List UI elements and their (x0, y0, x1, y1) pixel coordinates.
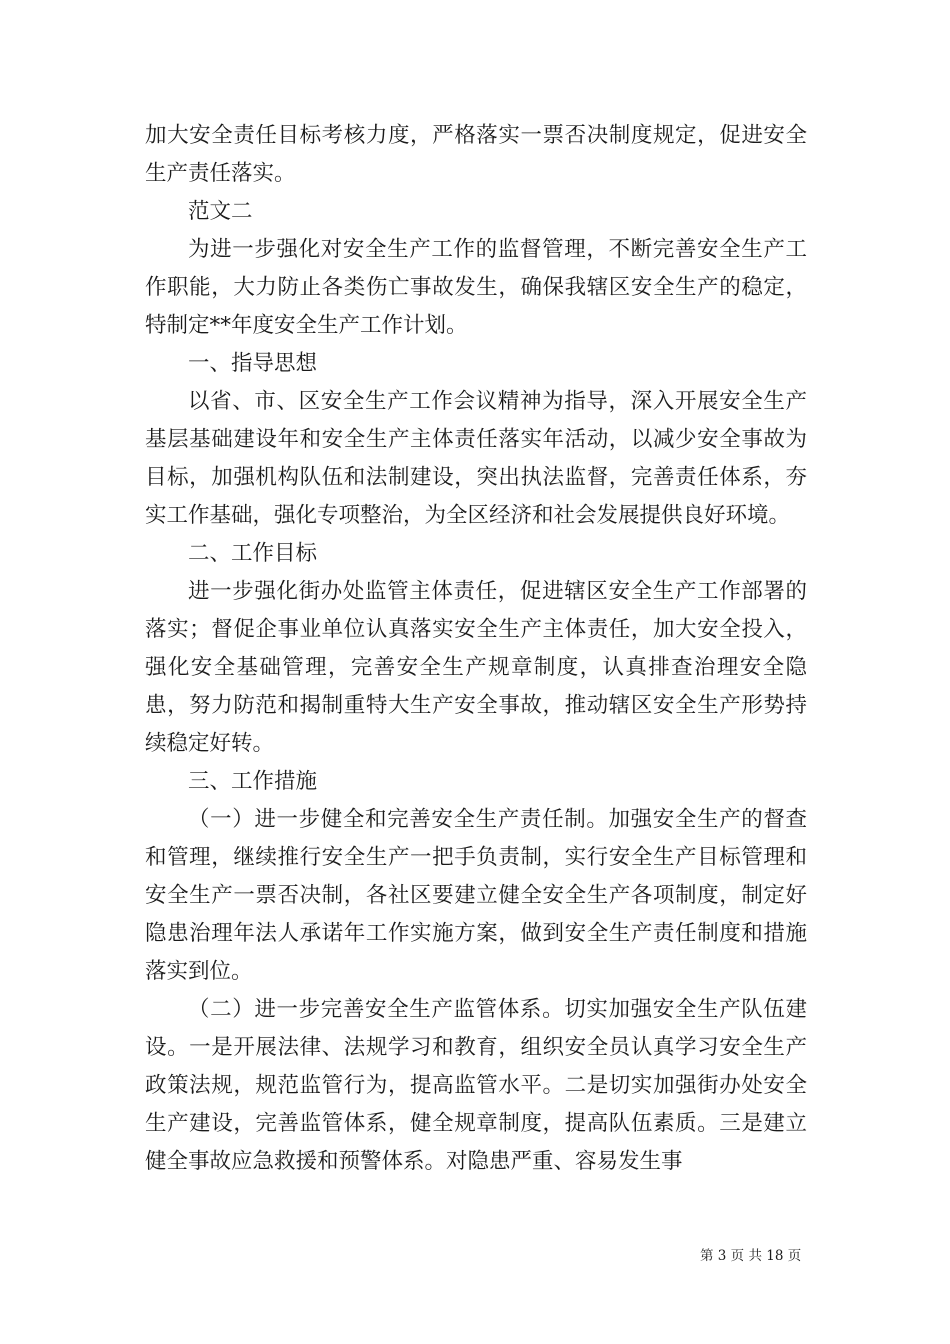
document-body (145, 117, 807, 1181)
paragraph-measure-two: （二）进一步完善安全生产监管体系。切实加强安全生产队伍建设。一是开展法律、法规学习和教育，组织安全员认真学习安全生产政策法规，规范监管行为，提高监管水平。二是切实加强街办处安全生产建设，完善监管体系，健全规章制度，提高队伍素质。三是建立健全事故应急救援和预警体系。对隐患严重、容易发生事 (145, 997, 807, 1174)
paragraph-work-goals: 进一步强化街办处监管主体责任，促进辖区安全生产工作部署的落实；督促企事业单位认真落实安全生产主体责任，加大安全投入，强化安全基础管理，完善安全生产规章制度，认真排查治理安全隐患，努力防范和揭制重特大生产安全事故，推动辖区安全生产形势持续稳定好转。 (145, 579, 807, 756)
paragraph-intro-continuation: 加大安全责任目标考核力度，严格落实一票否决制度规定，促进安全生产责任落实。 (145, 123, 807, 186)
paragraph-preface: 为进一步强化对安全生产工作的监督管理，不断完善安全生产工作职能，大力防止各类伤亡事故发生，确保我辖区安全生产的稳定，特制定**年度安全生产工作计划。 (145, 237, 807, 338)
page-number-footer: 第 3 页 共 18 页 (700, 1248, 802, 1264)
heading-work-goals: 二、工作目标 (188, 541, 318, 566)
paragraph-guiding-ideology: 以省、市、区安全生产工作会议精神为指导，深入开展安全生产基层基础建设年和安全生产主体责任落实年活动，以减少安全事故为目标，加强机构队伍和法制建设，突出执法监督，完善责任体系，夯实工作基础，强化专项整治，为全区经济和社会发展提供良好环境。 (145, 389, 807, 528)
heading-guiding-ideology: 一、指导思想 (188, 351, 318, 376)
paragraph-measure-one: （一）进一步健全和完善安全生产责任制。加强安全生产的督查和管理，继续推行安全生产一把手负责制，实行安全生产目标管理和安全生产一票否决制，各社区要建立健全安全生产各项制度，制定好隐患治理年法人承诺年工作实施方案，做到安全生产责任制度和措施落实到位。 (145, 807, 807, 984)
heading-work-measures: 三、工作措施 (188, 769, 318, 794)
section-title-sample-two: 范文二 (188, 199, 253, 224)
